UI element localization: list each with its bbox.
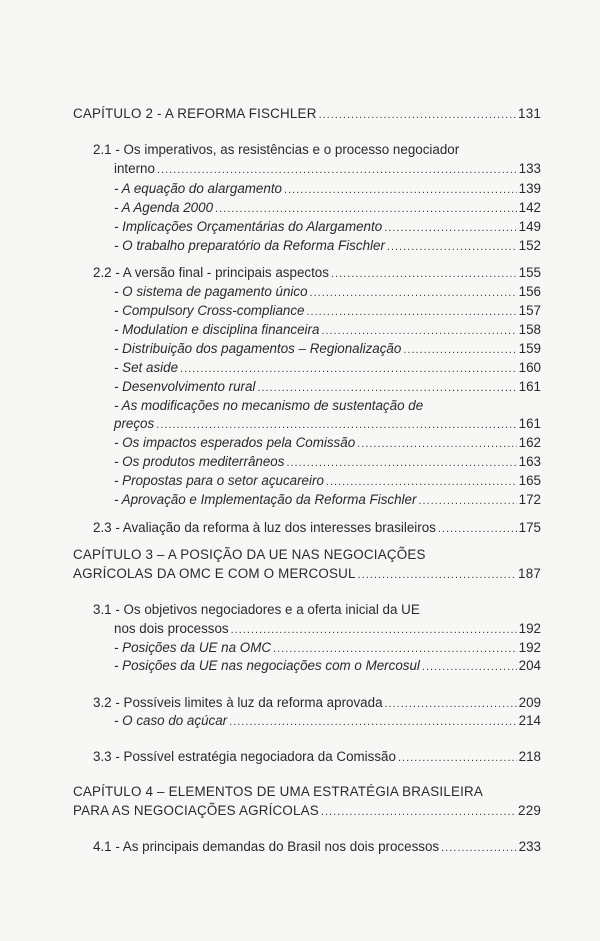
toc-entry [114,237,541,256]
toc-entry-title: preços [114,416,155,431]
page-number: 156 [518,284,541,299]
toc-entry-title: - Aprovação e Implementação da Reforma Fischler [114,492,417,507]
page-number: 161 [518,416,541,431]
page-number: 163 [518,454,541,469]
toc-entry [114,180,541,199]
toc-entry [93,141,541,159]
toc-entry [114,657,541,676]
dot-leader [257,379,516,397]
dot-leader [422,658,517,676]
page-number: 192 [518,640,541,655]
dot-leader [357,435,517,453]
dot-leader [273,640,517,658]
dot-leader [403,341,516,359]
dot-leader [231,621,517,639]
toc-entry [93,519,541,538]
dot-leader [358,566,516,584]
toc-entry [73,802,541,821]
page-number: 233 [518,839,541,854]
toc-entry [114,712,541,731]
toc-entry [114,160,541,179]
toc-entry-title: PARA AS NEGOCIAÇÕES AGRÍCOLAS [73,803,319,818]
toc-entry [114,302,541,321]
toc-entry [114,218,541,237]
dot-leader [310,284,517,302]
toc-entry-title: - O caso do açúcar [114,713,228,728]
dot-leader [321,803,516,821]
dot-leader [326,473,517,491]
toc-entry-title: - O sistema de pagamento único [114,284,308,299]
toc-entry-title: - Os impactos esperados pela Comissão [114,435,356,450]
dot-leader [215,200,517,218]
page-number: 175 [518,520,541,535]
page-number: 159 [518,341,541,356]
page-number: 192 [518,621,541,636]
toc-entry [73,565,541,584]
toc-entry [114,199,541,218]
toc-entry [114,321,541,340]
toc-entry-title: 3.1 - Os objetivos negociadores e a oferta inicial da UE [93,602,420,617]
toc-entry-title: 3.2 - Possíveis limites à luz da reforma aprovada [93,695,383,710]
toc-entry-title: CAPÍTULO 4 – ELEMENTOS DE UMA ESTRATÉGIA BRASILEIRA [73,784,484,799]
page-number: 214 [518,713,541,728]
page-number: 149 [518,219,541,234]
page-number: 133 [518,161,541,176]
toc-entry [114,434,541,453]
toc-entry-title: - Implicações Orçamentárias do Alargamento [114,219,383,234]
page-number: 158 [518,322,541,337]
toc-entry [73,105,541,124]
toc-entry [93,748,541,767]
toc-entry-title: - Distribuição dos pagamentos – Regionalização [114,341,402,356]
toc-entry-title: - Compulsory Cross-compliance [114,303,305,318]
dot-leader [331,265,517,283]
dot-leader [438,520,517,538]
dot-leader [307,303,517,321]
toc-entry [114,453,541,472]
toc-entry [114,491,541,510]
page-number: 172 [518,492,541,507]
dot-leader [321,322,516,340]
toc-entry [93,601,541,619]
toc-entry-title: - Set aside [114,360,179,375]
toc-entry [114,620,541,639]
toc-entry-title: 4.1 - As principais demandas do Brasil nos dois processos [93,839,440,854]
toc-entry-title: - Os produtos mediterrâneos [114,454,285,469]
toc-entry [73,546,541,564]
toc-entry [93,838,541,857]
toc-entry [114,359,541,378]
dot-leader [157,161,517,179]
page-number: 204 [518,658,541,673]
toc-entry-title: 2.3 - Avaliação da reforma à luz dos interesses brasileiros [93,520,436,535]
dot-leader [384,219,516,237]
page-number: 161 [518,379,541,394]
dot-leader [319,106,516,124]
toc-entry [114,397,541,415]
toc-entry-title: CAPÍTULO 3 – A POSIÇÃO DA UE NAS NEGOCIAÇÕES [73,547,426,562]
toc-entry-title: 2.1 - Os imperativos, as resistências e o processo negociador [93,142,460,157]
dot-leader [418,492,516,510]
toc-entry-title: - Modulation e disciplina financeira [114,322,320,337]
dot-leader [156,416,516,434]
toc-entry [114,472,541,491]
dot-leader [398,749,517,767]
page-number: 155 [518,265,541,280]
page-number: 187 [518,566,541,581]
page-number: 160 [518,360,541,375]
dot-leader [387,238,517,256]
toc-entry-title: interno [114,161,155,176]
page-number: 218 [518,749,541,764]
toc-entry-title: CAPÍTULO 2 - A REFORMA FISCHLER [73,106,317,121]
toc-entry-title: - A equação do alargamento [114,181,282,196]
toc-entry [114,378,541,397]
toc-entry [114,283,541,302]
toc-entry [93,264,541,283]
page-number: 162 [518,435,541,450]
toc-entry [73,783,541,801]
toc-entry [114,639,541,658]
toc-entry-title: - Posições da UE na OMC [114,640,272,655]
toc-entry [114,340,541,359]
toc-entry-title: 3.3 - Possível estratégia negociadora da Comissão [93,749,396,764]
dot-leader [441,839,517,857]
toc-entry-title: nos dois processos [114,621,229,636]
toc-entry-title: - Propostas para o setor açucareiro [114,473,324,488]
dot-leader [286,454,516,472]
dot-leader [284,181,517,199]
toc-entry-title: - As modificações no mecanismo de sustentação de [114,398,424,413]
page-number: 209 [518,695,541,710]
page-number: 139 [518,181,541,196]
dot-leader [385,695,517,713]
toc-entry [114,415,541,434]
page-number: 131 [518,106,541,121]
dot-leader [180,360,517,378]
toc-entry-title: 2.2 - A versão final - principais aspectos [93,265,329,280]
toc-entry-title: AGRÍCOLAS DA OMC E COM O MERCOSUL [73,566,356,581]
dot-leader [229,713,517,731]
page-number: 142 [518,200,541,215]
page-number: 165 [518,473,541,488]
page-number: 157 [518,303,541,318]
page-number: 152 [518,238,541,253]
toc-entry-title: - Posições da UE nas negociações com o Mercosul [114,658,420,673]
toc-entry-title: - A Agenda 2000 [114,200,214,215]
page-number: 229 [518,803,541,818]
toc-entry-title: - O trabalho preparatório da Reforma Fischler [114,238,385,253]
toc-entry [93,694,541,713]
toc-entry-title: - Desenvolvimento rural [114,379,256,394]
